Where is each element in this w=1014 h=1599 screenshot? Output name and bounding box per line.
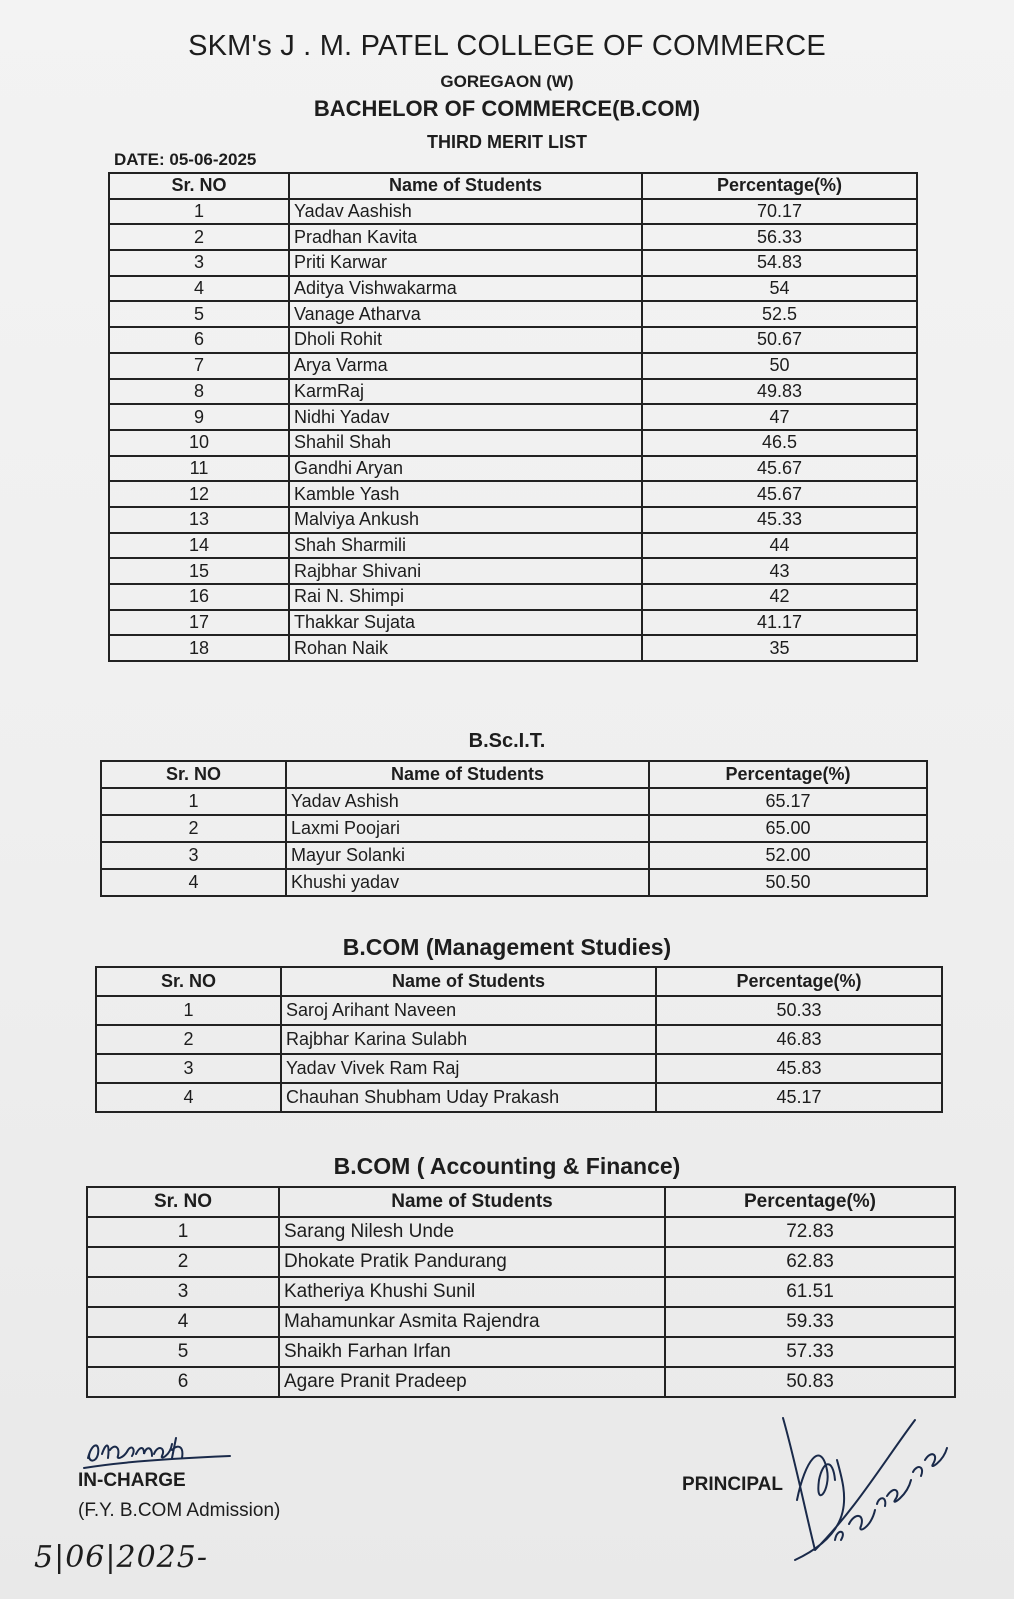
table-row	[96, 1083, 942, 1112]
table-row	[87, 1307, 955, 1337]
percentage-cell: 65.00	[649, 815, 927, 842]
student-name-cell: KarmRaj	[289, 379, 642, 405]
col-sr-no: Sr. NO	[87, 1187, 279, 1217]
student-name-cell: Laxmi Poojari	[286, 815, 649, 842]
col-name: Name of Students	[286, 761, 649, 788]
student-name-cell: Katheriya Khushi Sunil	[279, 1277, 665, 1307]
col-sr-no: Sr. NO	[109, 173, 289, 199]
incharge-signature	[80, 1428, 240, 1474]
col-percentage: Percentage(%)	[649, 761, 927, 788]
program-title: BACHELOR OF COMMERCE(B.COM)	[313, 96, 701, 121]
col-name: Name of Students	[281, 967, 656, 996]
student-name-cell: Mahamunkar Asmita Rajendra	[279, 1307, 665, 1337]
table-row	[101, 815, 927, 842]
student-name-cell: Vanage Atharva	[289, 301, 642, 327]
sr-no-cell: 11	[109, 456, 289, 482]
table-row	[109, 301, 917, 327]
sr-no-cell: 3	[101, 842, 286, 869]
college-location: GOREGAON (W)	[440, 72, 574, 91]
table-row	[101, 788, 927, 815]
sr-no-cell: 4	[109, 276, 289, 302]
bms-merit-table	[95, 966, 943, 1113]
col-name: Name of Students	[289, 173, 642, 199]
percentage-cell: 49.83	[642, 379, 917, 405]
sr-no-cell: 8	[109, 379, 289, 405]
sr-no-cell: 4	[101, 869, 286, 896]
sr-no-cell: 18	[109, 635, 289, 661]
table-row	[109, 533, 917, 559]
percentage-cell: 59.33	[665, 1307, 955, 1337]
table-row	[96, 996, 942, 1025]
table-header-row	[87, 1187, 955, 1217]
percentage-cell: 56.33	[642, 224, 917, 250]
student-name-cell: Rohan Naik	[289, 635, 642, 661]
sr-no-cell: 3	[109, 250, 289, 276]
percentage-cell: 44	[642, 533, 917, 559]
table-row	[96, 1025, 942, 1054]
percentage-cell: 41.17	[642, 610, 917, 636]
student-name-cell: Arya Varma	[289, 353, 642, 379]
sr-no-cell: 2	[96, 1025, 281, 1054]
table-row	[109, 250, 917, 276]
sr-no-cell: 9	[109, 404, 289, 430]
sr-no-cell: 17	[109, 610, 289, 636]
percentage-cell: 62.83	[665, 1247, 955, 1277]
percentage-cell: 57.33	[665, 1337, 955, 1367]
percentage-cell: 50.33	[656, 996, 942, 1025]
student-name-cell: Kamble Yash	[289, 481, 642, 507]
table-row	[109, 481, 917, 507]
student-name-cell: Rajbhar Shivani	[289, 558, 642, 584]
table-row	[109, 353, 917, 379]
col-name: Name of Students	[279, 1187, 665, 1217]
bscit-section-title: B.Sc.I.T.	[468, 730, 546, 752]
sr-no-cell: 15	[109, 558, 289, 584]
student-name-cell: Yadav Vivek Ram Raj	[281, 1054, 656, 1083]
sr-no-cell: 12	[109, 481, 289, 507]
sr-no-cell: 2	[109, 224, 289, 250]
sr-no-cell: 3	[87, 1277, 279, 1307]
table-row	[109, 507, 917, 533]
student-name-cell: Thakkar Sujata	[289, 610, 642, 636]
table-row	[109, 430, 917, 456]
sr-no-cell: 1	[87, 1217, 279, 1247]
bscit-merit-table	[100, 760, 928, 897]
percentage-cell: 54.83	[642, 250, 917, 276]
percentage-cell: 54	[642, 276, 917, 302]
table-row	[87, 1217, 955, 1247]
table-row	[109, 635, 917, 661]
table-row	[109, 610, 917, 636]
sr-no-cell: 10	[109, 430, 289, 456]
student-name-cell: Nidhi Yadav	[289, 404, 642, 430]
student-name-cell: Khushi yadav	[286, 869, 649, 896]
percentage-cell: 45.67	[642, 456, 917, 482]
table-row	[96, 1054, 942, 1083]
table-row	[109, 558, 917, 584]
sr-no-cell: 13	[109, 507, 289, 533]
table-row	[109, 404, 917, 430]
col-percentage: Percentage(%)	[642, 173, 917, 199]
student-name-cell: Saroj Arihant Naveen	[281, 996, 656, 1025]
incharge-department: (F.Y. B.COM Admission)	[78, 1500, 281, 1521]
percentage-cell: 52.5	[642, 301, 917, 327]
bcom-merit-table	[108, 172, 918, 662]
percentage-cell: 46.5	[642, 430, 917, 456]
principal-signature	[775, 1400, 955, 1570]
percentage-cell: 72.83	[665, 1217, 955, 1247]
percentage-cell: 50.67	[642, 327, 917, 353]
percentage-cell: 45.17	[656, 1083, 942, 1112]
col-percentage: Percentage(%)	[656, 967, 942, 996]
sr-no-cell: 14	[109, 533, 289, 559]
sr-no-cell: 7	[109, 353, 289, 379]
table-row	[109, 327, 917, 353]
table-row	[109, 379, 917, 405]
percentage-cell: 45.33	[642, 507, 917, 533]
col-sr-no: Sr. NO	[96, 967, 281, 996]
baf-section-title: B.COM ( Accounting & Finance)	[333, 1153, 681, 1179]
percentage-cell: 50	[642, 353, 917, 379]
student-name-cell: Shaikh Farhan Irfan	[279, 1337, 665, 1367]
sr-no-cell: 6	[109, 327, 289, 353]
table-row	[109, 276, 917, 302]
table-row	[87, 1367, 955, 1397]
student-name-cell: Yadav Ashish	[286, 788, 649, 815]
percentage-cell: 50.83	[665, 1367, 955, 1397]
percentage-cell: 43	[642, 558, 917, 584]
col-sr-no: Sr. NO	[101, 761, 286, 788]
percentage-cell: 50.50	[649, 869, 927, 896]
table-row	[87, 1277, 955, 1307]
student-name-cell: Shahil Shah	[289, 430, 642, 456]
sr-no-cell: 5	[109, 301, 289, 327]
student-name-cell: Rajbhar Karina Sulabh	[281, 1025, 656, 1054]
col-percentage: Percentage(%)	[665, 1187, 955, 1217]
table-row	[87, 1337, 955, 1367]
student-name-cell: Mayur Solanki	[286, 842, 649, 869]
table-row	[101, 842, 927, 869]
table-header-row	[101, 761, 927, 788]
sr-no-cell: 1	[109, 199, 289, 225]
sr-no-cell: 1	[101, 788, 286, 815]
sr-no-cell: 1	[96, 996, 281, 1025]
sr-no-cell: 2	[87, 1247, 279, 1277]
list-date: DATE: 05-06-2025	[114, 150, 257, 169]
table-row	[109, 199, 917, 225]
student-name-cell: Agare Pranit Pradeep	[279, 1367, 665, 1397]
sr-no-cell: 5	[87, 1337, 279, 1367]
baf-merit-table	[86, 1186, 956, 1398]
sr-no-cell: 16	[109, 584, 289, 610]
sr-no-cell: 4	[96, 1083, 281, 1112]
table-row	[109, 224, 917, 250]
table-header-row	[109, 173, 917, 199]
table-row	[87, 1247, 955, 1277]
student-name-cell: Priti Karwar	[289, 250, 642, 276]
student-name-cell: Rai N. Shimpi	[289, 584, 642, 610]
student-name-cell: Malviya Ankush	[289, 507, 642, 533]
student-name-cell: Chauhan Shubham Uday Prakash	[281, 1083, 656, 1112]
principal-label: PRINCIPAL	[682, 1474, 783, 1495]
percentage-cell: 47	[642, 404, 917, 430]
student-name-cell: Yadav Aashish	[289, 199, 642, 225]
table-header-row	[96, 967, 942, 996]
table-row	[101, 869, 927, 896]
college-name: SKM's J . M. PATEL COLLEGE OF COMMERCE	[188, 30, 826, 62]
percentage-cell: 45.83	[656, 1054, 942, 1083]
incharge-label: IN-CHARGE	[78, 1470, 186, 1491]
sr-no-cell: 2	[101, 815, 286, 842]
percentage-cell: 42	[642, 584, 917, 610]
sr-no-cell: 3	[96, 1054, 281, 1083]
student-name-cell: Aditya Vishwakarma	[289, 276, 642, 302]
student-name-cell: Pradhan Kavita	[289, 224, 642, 250]
sr-no-cell: 6	[87, 1367, 279, 1397]
sr-no-cell: 4	[87, 1307, 279, 1337]
student-name-cell: Gandhi Aryan	[289, 456, 642, 482]
percentage-cell: 45.67	[642, 481, 917, 507]
bms-section-title: B.COM (Management Studies)	[342, 934, 672, 960]
percentage-cell: 61.51	[665, 1277, 955, 1307]
handwritten-date: 5|06|2025-	[34, 1540, 208, 1575]
percentage-cell: 65.17	[649, 788, 927, 815]
table-row	[109, 456, 917, 482]
student-name-cell: Sarang Nilesh Unde	[279, 1217, 665, 1247]
student-name-cell: Shah Sharmili	[289, 533, 642, 559]
percentage-cell: 70.17	[642, 199, 917, 225]
merit-list-title: THIRD MERIT LIST	[427, 132, 587, 152]
percentage-cell: 46.83	[656, 1025, 942, 1054]
percentage-cell: 35	[642, 635, 917, 661]
student-name-cell: Dhokate Pratik Pandurang	[279, 1247, 665, 1277]
percentage-cell: 52.00	[649, 842, 927, 869]
table-row	[109, 584, 917, 610]
student-name-cell: Dholi Rohit	[289, 327, 642, 353]
